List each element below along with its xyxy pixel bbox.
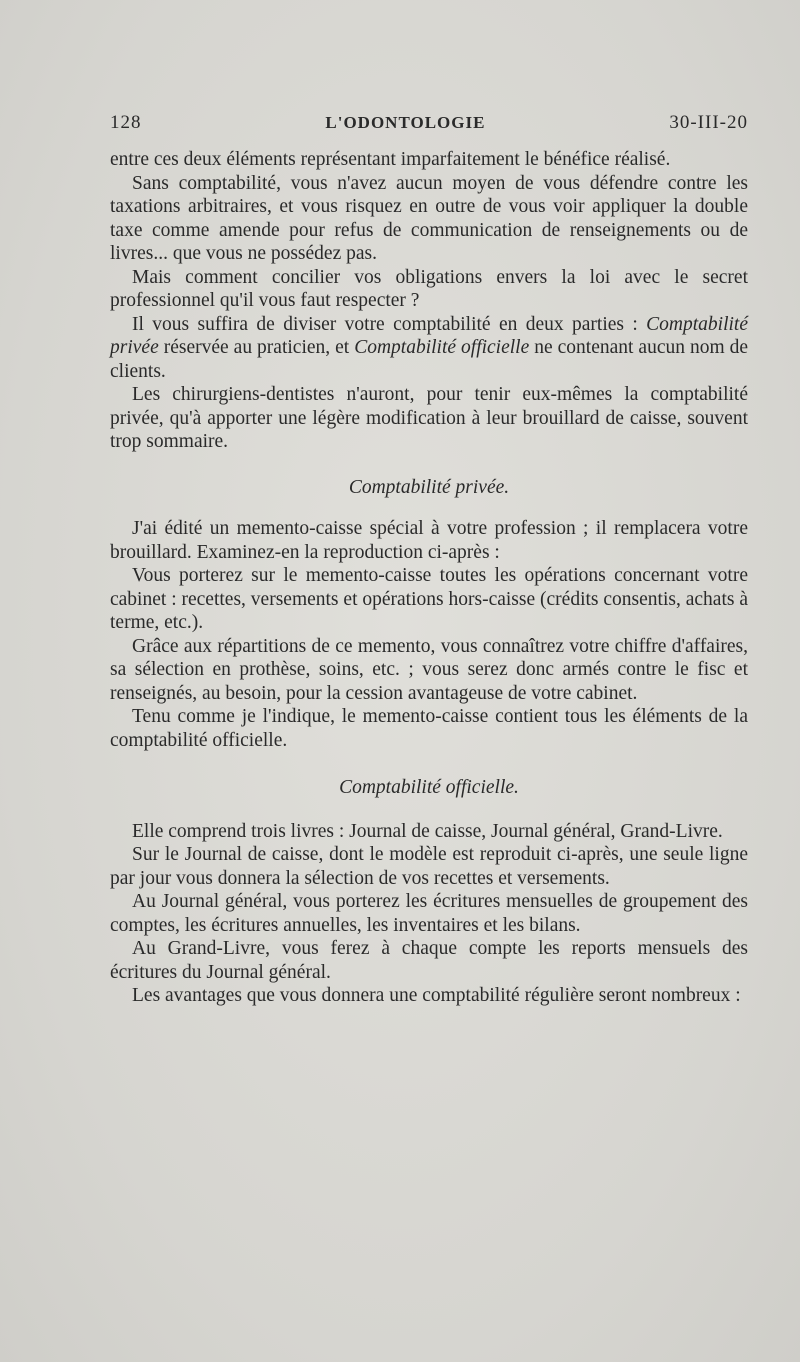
paragraph: Les avantages que vous donnera une comptabilité régulière seront nombreux : xyxy=(132,985,741,1006)
paragraph: Sur le Journal de caisse, dont le modèle est reproduit ci-après, une seule ligne par jour vous donnera la sélection de vos recettes et versements. xyxy=(110,844,748,889)
italic-term: Comptabilité officielle xyxy=(354,337,530,358)
paragraph: Tenu comme je l'indique, le memento-caisse contient tous les éléments de la comptabilité officielle. xyxy=(110,706,748,751)
paragraph-text: ne contenant aucun nom de clients. xyxy=(110,337,749,382)
paragraph: Elle comprend trois livres : Journal de caisse, Journal général, Grand-Livre. xyxy=(132,820,723,842)
issue-date: 30-III-20 xyxy=(669,112,748,133)
running-title: L'ODONTOLOGIE xyxy=(325,113,486,132)
section-heading: Comptabilité privée. xyxy=(348,476,510,498)
paragraph: Vous porterez sur le memento-caisse toutes les opérations concernant votre cabinet : recettes, versements et opérations hors-caisse (crédits consentis, achats à terme, etc.). xyxy=(110,565,748,633)
paragraph: Au Grand-Livre, vous ferez à chaque compte les reports mensuels des écritures du Journal général. xyxy=(110,938,748,983)
section-heading: Comptabilité officielle. xyxy=(339,777,519,798)
paragraph: J'ai édité un memento-caisse spécial à votre profession ; il remplacera votre brouillard. Examinez-en la reproduction ci-après : xyxy=(110,518,748,563)
page-number: 128 xyxy=(110,112,142,133)
paragraph: Au Journal général, vous porterez les écritures mensuelles de groupement des comptes, les écritures annuelles, les inventaires et les bilans. xyxy=(110,891,748,936)
page-body xyxy=(110,148,748,1008)
paragraph-text: réservée au praticien, et xyxy=(163,337,350,358)
paragraph: Les chirurgiens-dentistes n'auront, pour tenir eux-mêmes la comptabilité privée, qu'à apporter une légère modification à leur brouillard de caisse, souvent trop sommaire. xyxy=(110,384,748,452)
paragraph: Sans comptabilité, vous n'avez aucun moyen de vous défendre contre les taxations arbitraires, et vous risquez en outre de vous voir appliquer la double taxe comme amende pour refus de communication de renseignements ou de livres... que vous ne possédez pas. xyxy=(110,172,748,264)
running-header xyxy=(110,112,748,134)
paragraph: Mais comment concilier vos obligations envers la loi avec le secret professionnel qu'il vous faut respecter ? xyxy=(110,266,748,311)
italic-term: Comptabilité privée xyxy=(110,313,749,358)
paragraph: Grâce aux répartitions de ce memento, vous connaîtrez votre chiffre d'affaires, sa sélection en prothèse, soins, etc. ; vous serez donc armés contre le fisc et renseignés, au besoin, pour la cession avantageuse de votre cabinet. xyxy=(110,635,748,704)
paragraph xyxy=(110,313,748,384)
paragraph: entre ces deux éléments représentant imparfaitement le bénéfice réalisé. xyxy=(110,149,671,170)
paragraph-text: Il vous suffira de diviser votre comptabilité en deux parties : xyxy=(132,313,638,335)
